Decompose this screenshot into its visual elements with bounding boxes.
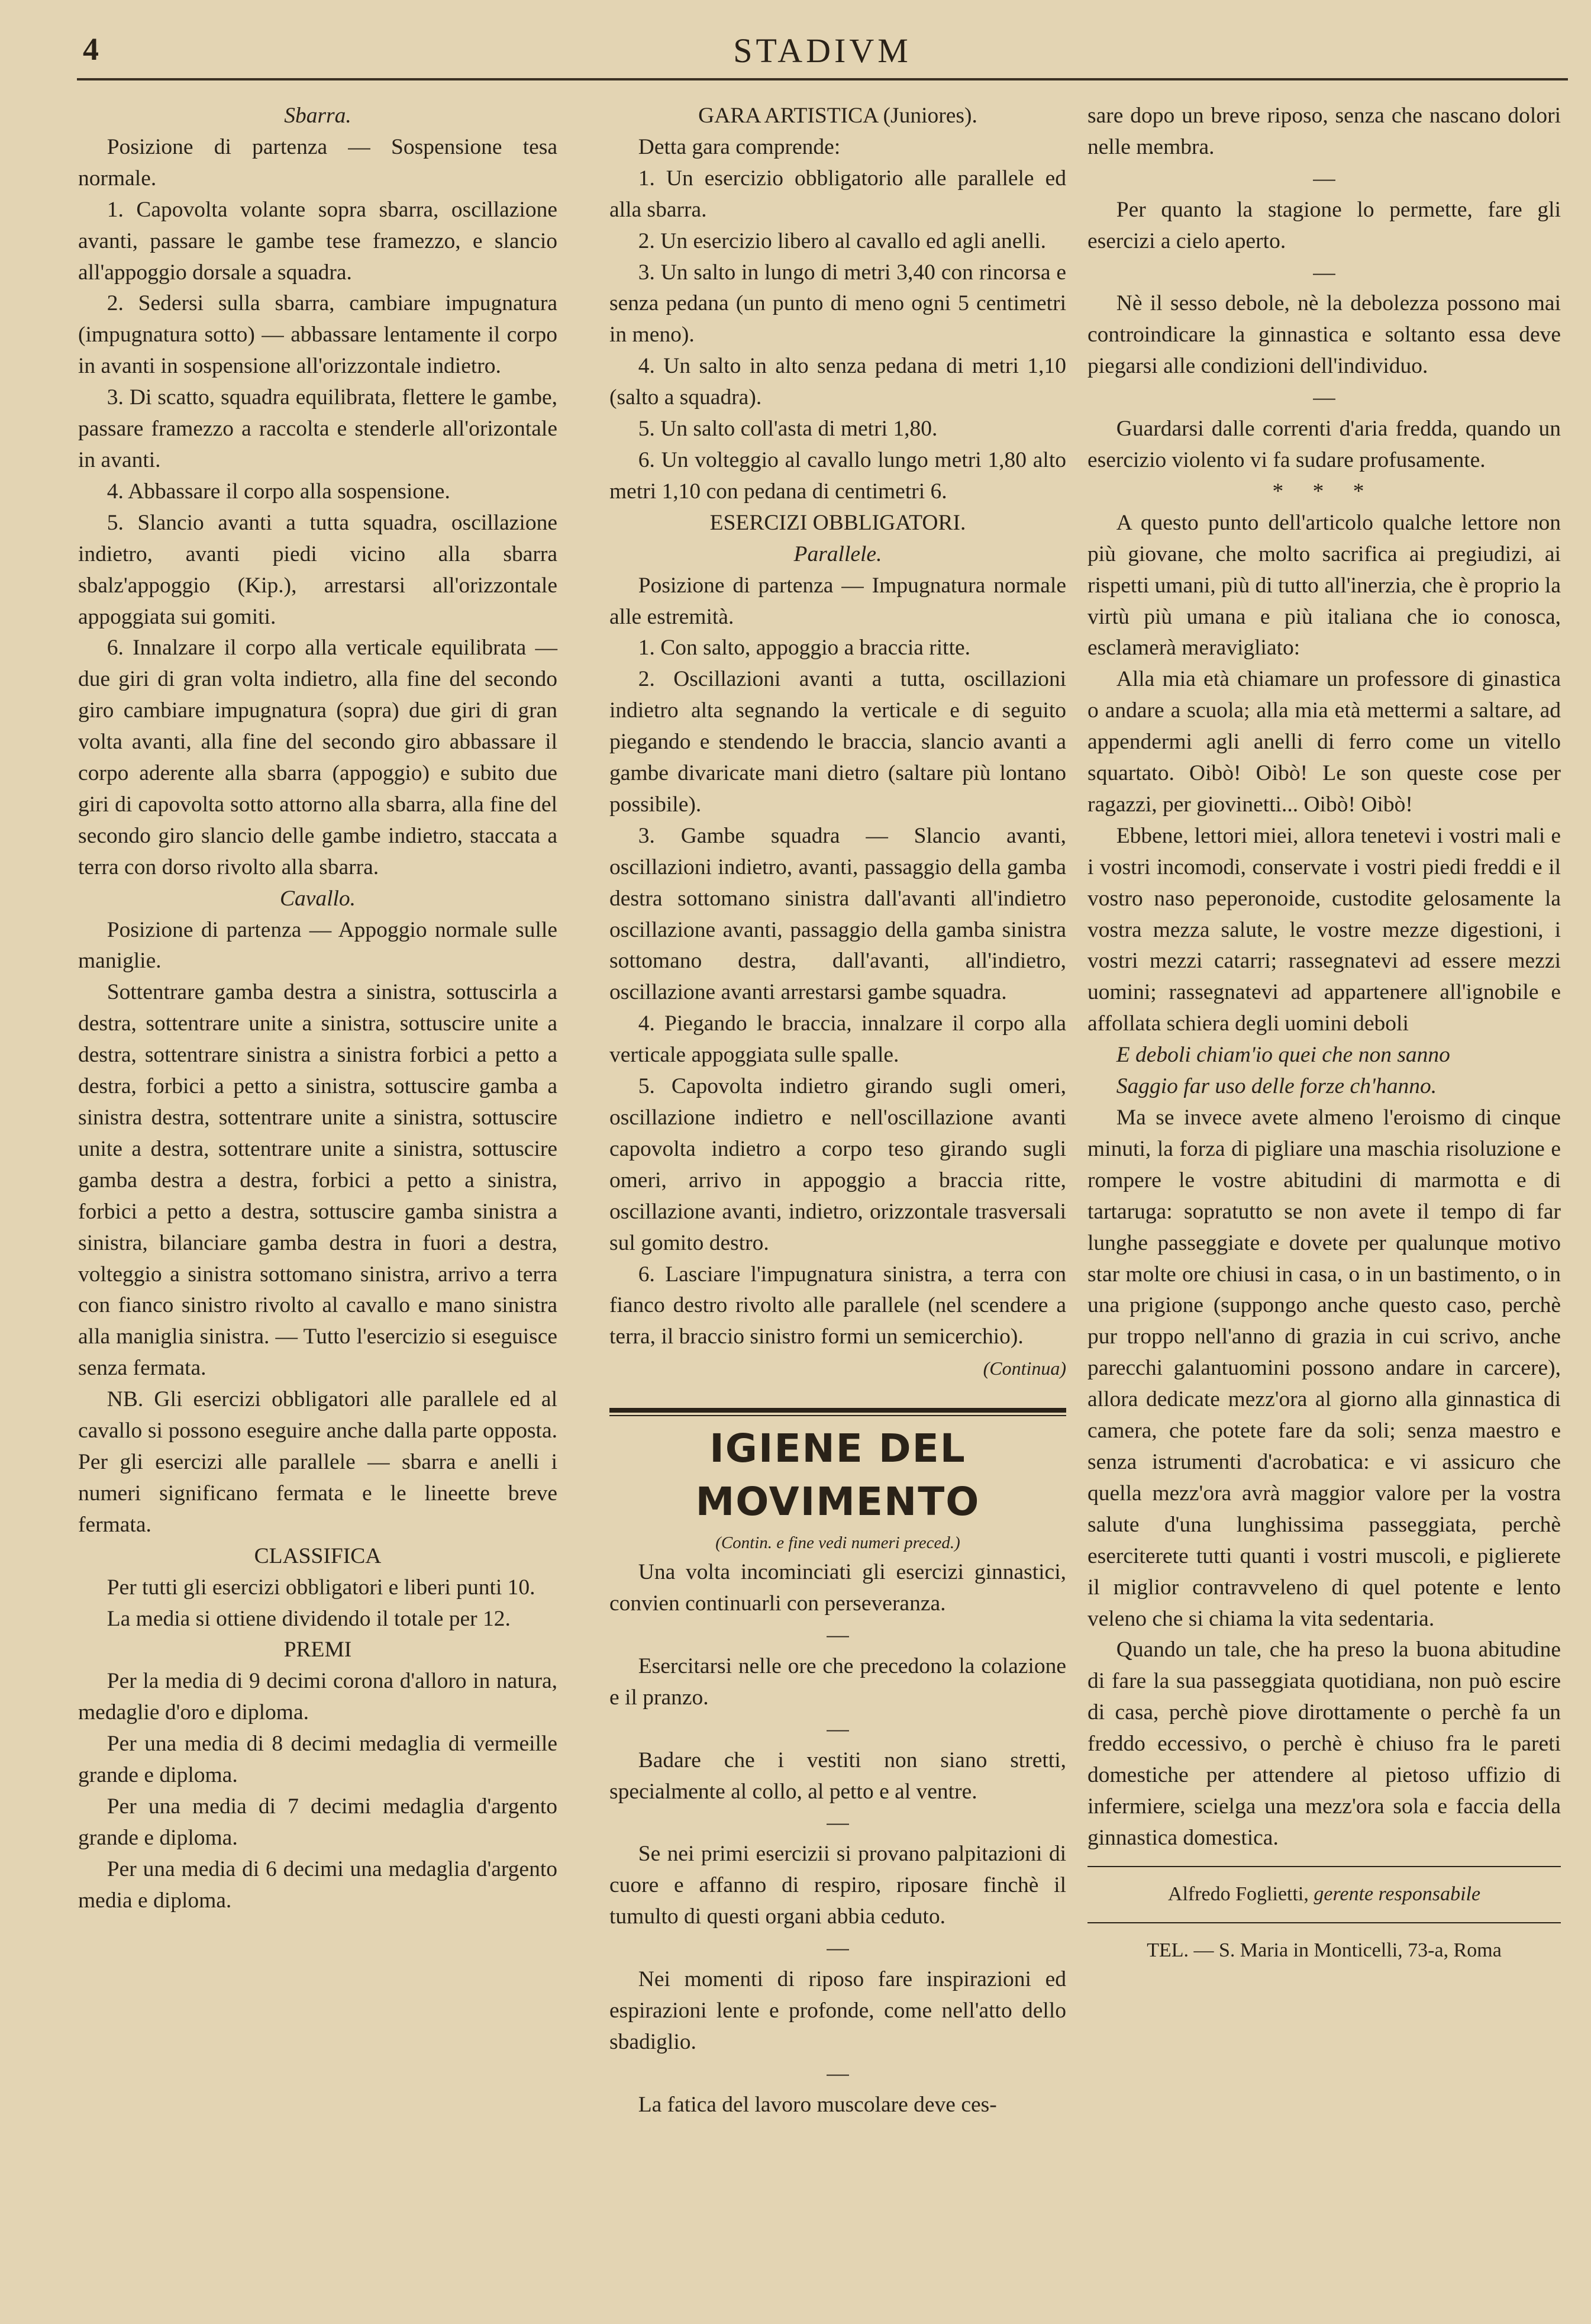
- paragraph: Detta gara comprende:: [638, 134, 841, 159]
- paragraph: Se nei primi esercizii si provano palpitazioni di cuore e affanno di respiro, riposare finchè il tumulto di questi organi abbia ceduto.: [609, 1842, 1066, 1929]
- page-header: [83, 31, 1562, 72]
- paragraph: 2. Un esercizio libero al cavallo ed agli anelli.: [638, 228, 1047, 253]
- section-gara-artistica: GARA ARTISTICA (Juniores).: [698, 104, 977, 128]
- paragraph: La media si ottiene dividendo il totale per 12.: [107, 1606, 511, 1631]
- paragraph: Posizione di partenza — Sospensione tesa normale.: [78, 134, 557, 191]
- page-number: 4: [83, 31, 99, 67]
- footer-address: TEL. — S. Maria in Monticelli, 73-a, Roma: [1147, 1939, 1502, 1961]
- paragraph: 5. Capovolta indietro girando sugli omeri, oscillazione indietro e nell'oscillazione avanti capovolta indietro a corpo teso girando sugli omeri, arrivo in appoggio a braccia ritte, oscillazione avanti, indietro, orizzontale trasversali sul gomito destro.: [609, 1074, 1066, 1255]
- paragraph: Guardarsi dalle correnti d'aria fredda, quando un esercizio violento vi fa sudare profusamente.: [1087, 417, 1561, 472]
- column-left: [78, 101, 557, 1917]
- section-sbarra: Sbarra.: [284, 104, 351, 128]
- paragraph: 2. Oscillazioni avanti a tutta, oscillazioni indietro alta segnando la verticale e di seguito piegando e stendendo le braccia, slancio avanti a gambe divaricate mani dietro (saltare più lontano possibile).: [609, 667, 1066, 817]
- footer-signature: [1087, 1879, 1561, 1910]
- paragraph: 4. Un salto in alto senza pedana di metri 1,10 (salto a squadra).: [609, 354, 1066, 410]
- paragraph: Per una media di 7 decimi medaglia d'argento grande e diploma.: [78, 1794, 557, 1850]
- footer-role: gerente responsabile: [1314, 1883, 1481, 1905]
- paragraph: 5. Slancio avanti a tutta squadra, oscillazione indietro, avanti piedi vicino alla sbarra sbalz'appoggio (Kip.), arrestarsi all'orizzontale appoggiata sui gomiti.: [78, 510, 557, 629]
- footer-divider: [1087, 1922, 1561, 1923]
- column-middle: [609, 101, 1066, 2120]
- separator: —: [827, 1716, 849, 1741]
- paragraph: NB. Gli esercizi obbligatori alle parallele ed al cavallo si possono eseguire anche dalla parte opposta. Per gli esercizi alle parallele — sbarra e anelli i numeri significano fermata e le lineette breve fermata.: [78, 1387, 557, 1537]
- paragraph: 3. Un salto in lungo di metri 3,40 con rincorsa e senza pedana (un punto di meno ogni 5 centimetri in meno).: [609, 260, 1066, 347]
- paragraph: 6. Innalzare il corpo alla verticale equilibrata — due giri di gran volta indietro, alla fine del secondo giro cambiare impugnatura (sopra) due giri di gran volta avanti, alla fine del secondo giro abbassare il corpo aderente alla sbarra (appoggio) e subito due giri di capovolta sotto attorno alla sbarra, alla fine del secondo giro slancio delle gambe indietro, staccata a terra con dorso rivolto alla sbarra.: [78, 636, 557, 879]
- section-cavallo: Cavallo.: [279, 886, 356, 911]
- footer-divider: [1087, 1866, 1561, 1867]
- paragraph: Ebbene, lettori miei, allora tenetevi i vostri mali e i vostri incomodi, conservate i vostri piedi freddi e il vostro naso peperonoide, custodite gelosamente la vostra mezza salute, le vostre mezze digestioni, i vostri mezzi catarri; rassegnatevi ad essere mezzi uomini; rassegnatevi ad appartenere all'ignobile e affollata schiera degli uomini deboli: [1087, 823, 1561, 1036]
- paragraph: Per una media di 6 decimi una medaglia d'argento media e diploma.: [78, 1856, 557, 1913]
- paragraph: Per una media di 8 decimi medaglia di vermeille grande e diploma.: [78, 1732, 557, 1788]
- paragraph: La fatica del lavoro muscolare deve ces-: [638, 2092, 997, 2117]
- separator: —: [827, 1622, 849, 1647]
- paragraph: 6. Lasciare l'impugnatura sinistra, a terra con fianco destro rivolto alle parallele (nel scendere a terra, il braccio sinistro formi un semicerchio).: [609, 1262, 1066, 1349]
- paragraph: Per la media di 9 decimi corona d'alloro in natura, medaglie d'oro e diploma.: [78, 1669, 557, 1725]
- section-premi: PREMI: [283, 1638, 352, 1662]
- header-rule: [77, 78, 1568, 80]
- paragraph: 3. Di scatto, squadra equilibrata, flettere le gambe, passare framezzo a raccolta e stenderle all'orizontale in avanti.: [78, 385, 557, 472]
- paragraph: 6. Un volteggio al cavallo lungo metri 1,80 alto metri 1,10 con pedana di centimetri 6.: [609, 447, 1066, 504]
- paragraph: Posizione di partenza — Appoggio normale sulle maniglie.: [78, 917, 557, 974]
- paragraph: 3. Gambe squadra — Slancio avanti, oscillazioni indietro, avanti, passaggio della gamba destra sottomano sinistra dall'avanti all'indietro oscillazione avanti, passaggio della gamba sinistra sottomano destra, dall'avanti, all'indietro, oscillazione avanti arrestarsi gambe squadra.: [609, 823, 1066, 1005]
- separator: —: [1313, 385, 1335, 410]
- section-stars: * * *: [1272, 479, 1376, 504]
- paragraph: Sottentrare gamba destra a sinistra, sottuscirla a destra, sottentrare unite a sinistra, sottuscire unite a destra, sottentrare sinistra a sinistra forbici a petto a destra, forbici a petto a sinistra, sottuscire gamba a sinistra destra, sottentrare unite a sinistra, sottuscire unite a destra, sottentrare unite a sinistra, sottuscire gamba destra a destra, forbici a petto a sinistra, forbici a petto a destra, sottuscire gamba sinistra a sinistra, bilanciare gamba destra in fuori a destra, volteggio a sinistra sottomano sinistra, arrivo a terra con fianco sinistro rivolto al cavallo e mano sinistra alla maniglia sinistra. — Tutto l'esercizio si eseguisce senza fermata.: [78, 980, 557, 1381]
- verse-line: Saggio far uso delle forze ch'hanno.: [1116, 1074, 1437, 1099]
- paragraph: 5. Un salto coll'asta di metri 1,80.: [638, 417, 938, 441]
- paragraph: Una volta incominciati gli esercizi ginnastici, convien continuarli con perseveranza.: [609, 1560, 1066, 1616]
- article-divider: [609, 1408, 1066, 1416]
- column-right: [1087, 101, 1561, 1967]
- paragraph: Nei momenti di riposo fare inspirazioni ed espirazioni lente e profonde, come nell'atto dello sbadiglio.: [609, 1967, 1066, 2054]
- paragraph: 4. Abbassare il corpo alla sospensione.: [107, 479, 450, 504]
- separator: —: [1313, 166, 1335, 191]
- footer-name: Alfredo Foglietti,: [1167, 1883, 1309, 1905]
- paragraph: Alla mia età chiamare un professore di ginastica o andare a scuola; alla mia età mettermi a saltare, ad appendermi agli anelli di ferro come un vitello squartato. Oibò! Oibò! Le son queste cose per ragazzi, per giovinetti... Oibò! Oibò!: [1087, 667, 1561, 817]
- paragraph: Quando un tale, che ha preso la buona abitudine di fare la sua passeggiata quotidiana, non può escire di casa, perchè piove dirottamente o perchè fa un freddo eccessivo, o perchè è chiuso fra le pareti domestiche per attendere al pietoso uffizio di infermiere, scielga una mezz'ora sola e faccia della ginnastica domestica.: [1087, 1638, 1561, 1850]
- paragraph: Esercitarsi nelle ore che precedono la colazione e il pranzo.: [609, 1653, 1066, 1710]
- section-parallele: Parallele.: [793, 541, 882, 566]
- paragraph: 2. Sedersi sulla sbarra, cambiare impugnatura (impugnatura sotto) — abbassare lentamente il corpo in avanti in sospensione all'orizzontale indietro.: [78, 291, 557, 379]
- paragraph: 1. Un esercizio obbligatorio alle parallele ed alla sbarra.: [609, 166, 1066, 222]
- verse-line: E deboli chiam'io quei che non sanno: [1116, 1043, 1450, 1068]
- continua-note: (Continua): [983, 1358, 1066, 1379]
- paragraph: Ma se invece avete almeno l'eroismo di cinque minuti, la forza di pigliare una maschia risoluzione e rompere le vostre abitudini di marmotta e di tartaruga: sopratutto se non avete il tempo di far lunghe passeggiate e dovete per qualunque motivo star molte ore chiusi in casa, o in un bastimento, o in una prigione (suppongo anche questo caso, perchè pur troppo nell'anno di grazia in cui scrivo, anche parecchi galantuomini possono andare in carcere), allora dedicate mezz'ora al giorno alla ginnastica di camera, che potete fare da soli; senza maestro e senza istrumenti d'acrobatica: e vi assicuro che quella mezz'ora avrà maggior valore per la vostra salute d'una lunghissima passeggiata, perchè eserciterete tutti quanti i vostri muscoli, e piglierete il miglior contravveleno di quel potente e lento veleno che si chiama la vita sedentaria.: [1087, 1105, 1561, 1631]
- masthead: STADIVM: [733, 31, 912, 70]
- paragraph: Nè il sesso debole, nè la debolezza possono mai controindicare la ginnastica e soltanto essa deve piegarsi alle condizioni dell'individuo.: [1087, 291, 1561, 379]
- paragraph: sare dopo un breve riposo, senza che nascano dolori nelle membra.: [1087, 104, 1561, 159]
- paragraph: 1. Capovolta volante sopra sbarra, oscillazione avanti, passare le gambe tese framezzo, e slancio all'appoggio dorsale a squadra.: [78, 197, 557, 285]
- separator: —: [827, 1810, 849, 1835]
- section-classifica: CLASSIFICA: [254, 1543, 382, 1568]
- paragraph: Badare che i vestiti non siano stretti, specialmente al collo, al petto e al ventre.: [609, 1748, 1066, 1804]
- section-esercizi-obbligatori: ESERCIZI OBBLIGATORI.: [709, 510, 966, 535]
- separator: —: [1313, 260, 1335, 285]
- paragraph: Posizione di partenza — Impugnatura normale alle estremità.: [609, 573, 1066, 629]
- igiene-title: IGIENE DEL MOVIMENTO: [695, 1426, 980, 1525]
- paragraph: 1. Con salto, appoggio a braccia ritte.: [638, 636, 971, 660]
- igiene-note: (Contin. e fine vedi numeri preced.): [715, 1533, 960, 1553]
- paragraph: A questo punto dell'articolo qualche lettore non più giovane, che molto sacrifica ai pregiudizi, ai rispetti umani, più di tutto all'inerzia, che è proprio la virtù più umana e più italiana che io conosca, esclamerà meravigliato:: [1087, 510, 1561, 660]
- paragraph: 4. Piegando le braccia, innalzare il corpo alla verticale appoggiata sulle spalle.: [609, 1011, 1066, 1068]
- paragraph: Per quanto la stagione lo permette, fare gli esercizi a cielo aperto.: [1087, 197, 1561, 253]
- separator: —: [827, 2061, 849, 2086]
- paragraph: Per tutti gli esercizi obbligatori e liberi punti 10.: [107, 1575, 535, 1600]
- separator: —: [827, 1936, 849, 1961]
